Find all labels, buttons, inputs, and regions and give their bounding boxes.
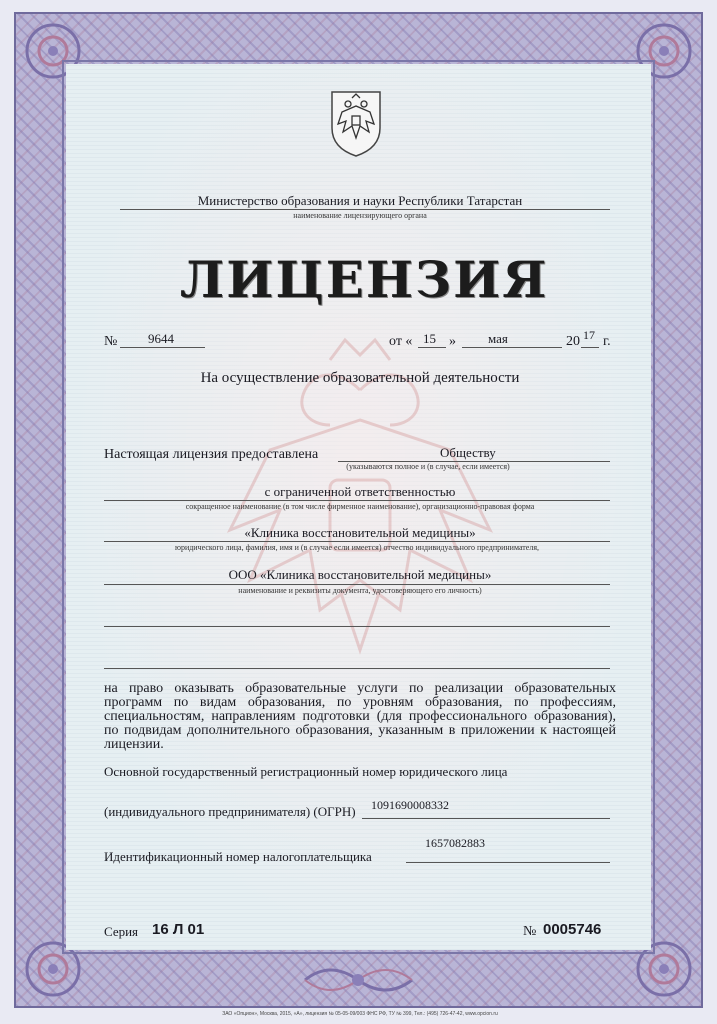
ministry-underline bbox=[120, 209, 610, 210]
bottom-center-ornament bbox=[300, 960, 417, 1000]
series-label: Серия bbox=[104, 924, 139, 939]
date-year-prefix: 20 bbox=[566, 334, 580, 349]
date-close-quote: » bbox=[449, 334, 456, 349]
document-title: ЛИЦЕНЗИЯ bbox=[180, 250, 549, 309]
holder-hint-2: сокращенное наименование (в том числе фирменное наименование), организационно-правовая форма bbox=[185, 502, 535, 511]
blank-underline-1 bbox=[104, 626, 610, 627]
date-year-label: г. bbox=[603, 334, 611, 349]
holder-underline-3 bbox=[104, 541, 610, 542]
granted-to-label: Настоящая лицензия предоставлена bbox=[104, 447, 319, 462]
issuing-authority: Министерство образования и науки Республики Татарстан bbox=[197, 193, 523, 208]
coat-of-arms-icon bbox=[326, 88, 386, 158]
inn-value: 1657082883 bbox=[425, 836, 485, 850]
number-underline bbox=[120, 347, 205, 348]
holder-line-1: Обществу bbox=[440, 445, 496, 460]
day-underline bbox=[418, 347, 446, 348]
rights-paragraph: на право оказывать образовательные услуги по реализации образовательных программ по видам образования, по уровням образования, по профессиям, специальностям, направлениям подготовки (для профессионального образования), по подвидам дополнительного образования, указанным в приложении к настоящей лицензии. bbox=[104, 681, 616, 752]
license-number: 9644 bbox=[148, 331, 174, 346]
inn-label: Идентификационный номер налогоплательщика bbox=[104, 849, 372, 864]
inn-underline bbox=[406, 862, 610, 863]
holder-line-3: «Клиника восстановительной медицины» bbox=[244, 525, 476, 540]
ministry-hint: наименование лицензирующего органа bbox=[293, 211, 427, 220]
holder-underline-4 bbox=[104, 584, 610, 585]
ogrn-label-line-2: (индивидуального предпринимателя) (ОГРН) bbox=[104, 804, 356, 819]
blank-number: 0005746 bbox=[543, 921, 602, 938]
blank-underline-2 bbox=[104, 668, 610, 669]
license-purpose: На осуществление образовательной деятельности bbox=[200, 370, 520, 386]
year-underline bbox=[581, 347, 599, 348]
date-year-suffix: 17 bbox=[583, 328, 595, 342]
holder-line-2: с ограниченной ответственностью bbox=[264, 484, 456, 499]
month-underline bbox=[462, 347, 562, 348]
date-day: 15 bbox=[423, 331, 436, 346]
printer-footer: ЗАО «Опцион», Москва, 2015, «А», лицензия № 05-05-09/003 ФНС РФ, ТУ № 399, Тел.: (495) 726-47-42, www.opcion.ru bbox=[222, 1011, 498, 1017]
holder-line-4: ООО «Клиника восстановительной медицины» bbox=[228, 567, 492, 582]
series-value: 16 Л 01 bbox=[152, 921, 205, 938]
ogrn-underline bbox=[362, 818, 610, 819]
ogrn-value: 1091690008332 bbox=[371, 798, 449, 812]
holder-underline-2 bbox=[104, 500, 610, 501]
holder-hint-4: наименование и реквизиты документа, удостоверяющего его личность) bbox=[238, 586, 482, 595]
blank-number-prefix: № bbox=[523, 924, 537, 939]
holder-hint-3: юридического лица, фамилия, имя и (в случае если имеется) отчество индивидуального предпринимателя, bbox=[174, 543, 540, 552]
number-prefix: № bbox=[104, 334, 118, 349]
holder-hint-1: (указываются полное и (в случае, если имеется) bbox=[346, 462, 510, 471]
ogrn-label-line-1: Основной государственный регистрационный номер юридического лица bbox=[104, 764, 508, 779]
date-from-label: от « bbox=[389, 334, 413, 349]
date-month: мая bbox=[488, 331, 508, 346]
